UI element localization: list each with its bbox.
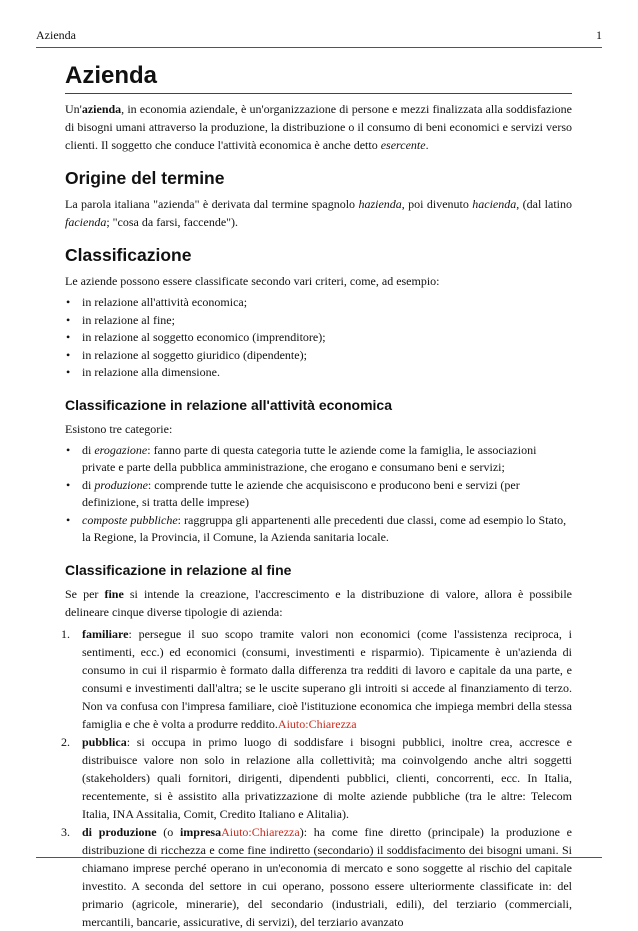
- bullet-icon: •: [66, 512, 71, 527]
- chiarezza-link[interactable]: Aiuto:Chiarezza: [277, 716, 357, 731]
- section-heading-classification: Classificazione: [65, 245, 192, 265]
- bullet-icon: •: [66, 365, 71, 379]
- subsection-heading-activity: Classificazione in relazione all'attività economica: [65, 396, 392, 413]
- list-item: • in relazione alla dimensione.: [65, 364, 572, 382]
- intro-paragraph: Un'azienda, in economia aziendale, è un'organizzazione di persone e mezzi finalizzata alla soddisfazione di bisogni umani attraverso la produzione, la distribuzione o il consumo di beni economici e servizi verso clienti. Il soggetto che conduce l'attività economica è anche detto esercente.: [65, 102, 572, 152]
- classification-list: [65, 294, 572, 382]
- bullet-icon: •: [66, 477, 71, 492]
- running-title: Azienda: [36, 28, 76, 42]
- purpose-intro: Se per fine si intende la creazione, l'accrescimento e la distribuzione di valore, allora è possibile delineare cinque diverse tipologie di azienda:: [65, 586, 572, 619]
- activity-list: [65, 442, 572, 547]
- article-body: [61, 62, 573, 931]
- list-item: • in relazione all'attività economica;: [65, 294, 572, 312]
- list-item: • in relazione al soggetto giuridico (dipendente);: [65, 347, 572, 365]
- list-item: • di erogazione: fanno parte di questa categoria tutte le aziende come la famiglia, le associazioni private e parte della pubblica amministrazione, che erogano e consumano beni e servizi;: [66, 442, 537, 474]
- intro-italic-term: esercente: [380, 138, 426, 152]
- running-header: [36, 28, 602, 48]
- bullet-icon: •: [66, 347, 71, 362]
- chiarezza-link[interactable]: Aiuto:Chiarezza: [221, 824, 300, 839]
- list-item: • composte pubbliche: raggruppa gli appartenenti alle precedenti due classi, come ad esempio lo Stato, la Regione, la Provincia, il Comune, la Azienda sanitaria locale.: [66, 512, 567, 544]
- subsection-heading-purpose: Classificazione in relazione al fine: [65, 561, 292, 578]
- footer-rule: [36, 857, 602, 858]
- origin-paragraph: La parola italiana "azienda" è derivata dal termine spagnolo hazienda, poi divenuto hacienda, (dal latino facienda; "cosa da farsi, faccende").: [65, 197, 573, 229]
- bullet-icon: •: [66, 330, 71, 344]
- section-heading-origin: Origine del termine: [65, 168, 225, 188]
- activity-intro: Esistono tre categorie:: [65, 421, 173, 436]
- bullet-icon: •: [66, 295, 71, 309]
- bullet-icon: •: [66, 312, 71, 327]
- bullet-icon: •: [66, 442, 71, 457]
- list-item: 1. familiare: persegue il suo scopo tramite valori non economici (come l'assistenza reciproca, i sentimenti, ecc.) ed economici (consumi, investimenti e risparmio). Tipicamente è un'azienda di consumo in cui il risparmio è formato dalla differenza tra redditi di lavoro e capitale da una parte, e consumi e investimenti dall'altra; se le uscite superano gli introiti si accede al finanziamento di terzo. Non va confusa con l'impresa familiare, cioè l'istituzione economica che impiega membri della stessa famiglia e che è volta a produrre reddito.Aiuto:Chiarezza: [61, 626, 572, 731]
- intro-bold-term: azienda: [81, 102, 122, 116]
- list-item: • di produzione: comprende tutte le aziende che acquisiscono e producono beni e servizi (per definizione, si tratta delle imprese): [66, 477, 520, 509]
- article-title: Azienda: [65, 62, 572, 94]
- page-number: 1: [596, 28, 602, 42]
- list-item: • in relazione al soggetto economico (imprenditore);: [65, 329, 572, 347]
- purpose-list: [61, 625, 572, 931]
- classification-intro: Le aziende possono essere classificate secondo vari criteri, come, ad esempio:: [65, 274, 440, 288]
- list-item: 3. di produzione (o impresaAiuto:Chiarezza): ha come fine diretto (principale) la produzione e distribuzione di ricchezza e come fine indiretto (secondario) il soddisfacimento dei bisogni umani. Si chiamano imprese perché operano in un'economia di mercato e sono soggette al rischio del capitale investito. A seconda del settore in cui operano, possono essere ulteriormente classificate in: del primario (agricole, minerarie), del secondario (industriali, edili), del terziario (commerciali, mercantili, bancarie, assicurative, di servizi), del terziario avanzato: [61, 824, 572, 929]
- list-item: • in relazione al fine;: [65, 312, 572, 330]
- list-item: 2. pubblica: si occupa in primo luogo di soddisfare i bisogni pubblici, inoltre crea, accresce e distribuisce valore non solo in relazione alla collettività; ma coinvolgendo anche altri soggetti (stakeholders) quali fornitori, dirigenti, dipendenti pubblici, clienti, concorrenti, ecc. In Italia, recentemente, si è assistito alla privatizzazione di molte aziende pubbliche (tra le altre: Telecom Italia, INA Assitalia, Comit, Credito Italiano e Alitalia).: [61, 734, 572, 821]
